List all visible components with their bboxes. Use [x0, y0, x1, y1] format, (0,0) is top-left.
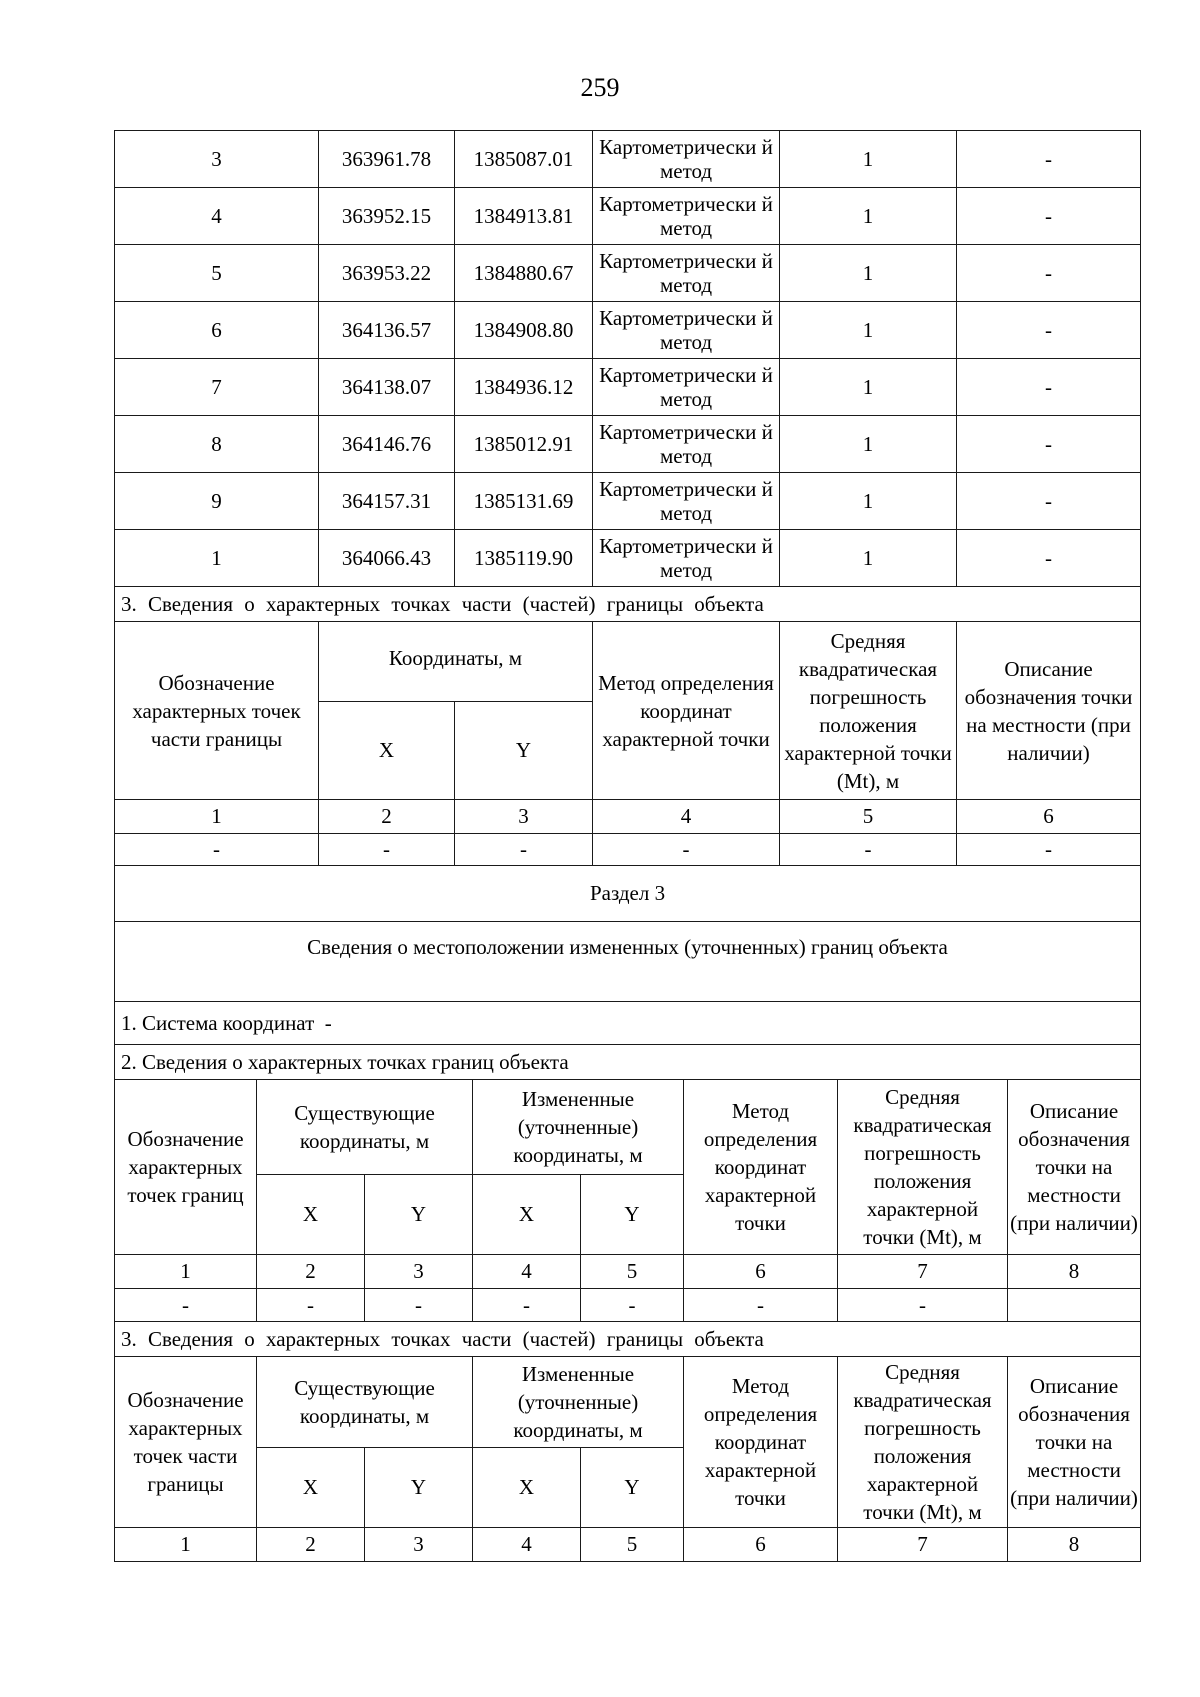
cell-method: Картометрически й метод [593, 131, 780, 188]
cell-desc: - [957, 302, 1141, 359]
header-point: Обозначение характерных точек границ [115, 1080, 257, 1255]
header-mt: Средняя квадратическая погрешность положения характерной точки (Mt), м [838, 1357, 1008, 1528]
header-x: X [319, 702, 455, 800]
column-number: 2 [257, 1255, 365, 1289]
parts-empty-row [115, 834, 1141, 866]
empty-cell: - [115, 834, 319, 866]
cell-y: 1384936.12 [455, 359, 593, 416]
parts-header-row [115, 622, 1141, 702]
cell-y: 1385119.90 [455, 530, 593, 587]
points-caption: 2. Сведения о характерных точках границ объекта [115, 1045, 1141, 1080]
parts-numbers-row [115, 800, 1141, 834]
cell-desc: - [957, 131, 1141, 188]
cell-desc: - [957, 416, 1141, 473]
header-x: X [257, 1175, 365, 1255]
header-y: Y [581, 1448, 684, 1528]
cell-point: 3 [115, 131, 319, 188]
column-number: 1 [115, 800, 319, 834]
cell-point: 8 [115, 416, 319, 473]
coordinate-row [115, 245, 1141, 302]
cell-method: Картометрически й метод [593, 188, 780, 245]
cell-point: 7 [115, 359, 319, 416]
column-number: 4 [593, 800, 780, 834]
cell-y: 1385131.69 [455, 473, 593, 530]
header-point: Обозначение характерных точек части границы [115, 1357, 257, 1528]
empty-cell: - [838, 1289, 1008, 1322]
cell-desc: - [957, 245, 1141, 302]
empty-cell: - [455, 834, 593, 866]
coordinates-rows [115, 131, 1141, 866]
header-x: X [473, 1175, 581, 1255]
coordinate-row [115, 359, 1141, 416]
coordinate-row [115, 416, 1141, 473]
cell-y: 1385087.01 [455, 131, 593, 188]
header-desc: Описание обозначения точки на местности (при наличии) [957, 622, 1141, 800]
parts-numbers-row [115, 1528, 1141, 1562]
cell-method: Картометрически й метод [593, 359, 780, 416]
cell-mt: 1 [780, 359, 957, 416]
empty-cell: - [257, 1289, 365, 1322]
column-number: 6 [684, 1255, 838, 1289]
column-number: 5 [581, 1255, 684, 1289]
header-method: Метод определения координат характерной точки [684, 1357, 838, 1528]
cell-mt: 1 [780, 416, 957, 473]
section-subtitle-row [115, 922, 1141, 1002]
section-title: Раздел 3 [115, 866, 1141, 922]
section3-table [114, 865, 1141, 1562]
header-point: Обозначение характерных точек части границы [115, 622, 319, 800]
empty-cell: - [365, 1289, 473, 1322]
column-number: 2 [319, 800, 455, 834]
cell-desc: - [957, 359, 1141, 416]
cell-x: 363953.22 [319, 245, 455, 302]
column-number: 6 [684, 1528, 838, 1562]
parts-caption: 3. Сведения о характерных точках части (частей) границы объекта [115, 1322, 1141, 1357]
header-y: Y [581, 1175, 684, 1255]
cell-method: Картометрически й метод [593, 302, 780, 359]
cell-mt: 1 [780, 530, 957, 587]
cell-mt: 1 [780, 245, 957, 302]
header-coords: Координаты, м [319, 622, 593, 702]
column-number: 3 [365, 1528, 473, 1562]
cell-point: 9 [115, 473, 319, 530]
column-number: 5 [780, 800, 957, 834]
parts-caption-row [115, 1322, 1141, 1357]
coordinate-row [115, 530, 1141, 587]
header-mt: Средняя квадратическая погрешность положения характерной точки (Mt), м [780, 622, 957, 800]
column-number: 3 [365, 1255, 473, 1289]
empty-cell: - [593, 834, 780, 866]
cell-desc: - [957, 473, 1141, 530]
column-number: 6 [957, 800, 1141, 834]
cell-method: Картометрически й метод [593, 416, 780, 473]
empty-cell: - [473, 1289, 581, 1322]
column-number: 4 [473, 1255, 581, 1289]
header-y: Y [365, 1175, 473, 1255]
cell-point: 6 [115, 302, 319, 359]
section-title-row [115, 866, 1141, 922]
empty-cell: - [780, 834, 957, 866]
header-existing: Существующие координаты, м [257, 1357, 473, 1448]
coordinate-row [115, 188, 1141, 245]
cell-x: 364138.07 [319, 359, 455, 416]
cell-x: 364157.31 [319, 473, 455, 530]
cell-desc: - [957, 188, 1141, 245]
cell-mt: 1 [780, 131, 957, 188]
header-method: Метод определения координат характерной точки [684, 1080, 838, 1255]
parts-header-row [115, 1357, 1141, 1448]
coordinate-row [115, 131, 1141, 188]
column-number: 8 [1008, 1255, 1141, 1289]
header-method: Метод определения координат характерной точки [593, 622, 780, 800]
column-number: 1 [115, 1255, 257, 1289]
points-numbers-row [115, 1255, 1141, 1289]
cell-mt: 1 [780, 473, 957, 530]
header-y: Y [365, 1448, 473, 1528]
header-y: Y [455, 702, 593, 800]
cell-desc: - [957, 530, 1141, 587]
column-number: 5 [581, 1528, 684, 1562]
cell-mt: 1 [780, 302, 957, 359]
column-number: 7 [838, 1255, 1008, 1289]
section-subtitle: Сведения о местоположении измененных (уточненных) границ объекта [115, 922, 1141, 1002]
cell-x: 363952.15 [319, 188, 455, 245]
points-caption-row [115, 1045, 1141, 1080]
cell-y: 1384913.81 [455, 188, 593, 245]
column-number: 7 [838, 1528, 1008, 1562]
points-empty-row [115, 1289, 1141, 1322]
cell-x: 364066.43 [319, 530, 455, 587]
empty-cell: - [319, 834, 455, 866]
header-x: X [473, 1448, 581, 1528]
parts-caption: 3. Сведения о характерных точках части (частей) границы объекта [115, 587, 1141, 622]
coord-system-row [115, 1002, 1141, 1045]
empty-cell: - [581, 1289, 684, 1322]
cell-point: 5 [115, 245, 319, 302]
cell-y: 1384880.67 [455, 245, 593, 302]
header-mt: Средняя квадратическая погрешность положения характерной точки (Mt), м [838, 1080, 1008, 1255]
header-desc: Описание обозначения точки на местности (при наличии) [1008, 1357, 1141, 1528]
empty-cell: - [684, 1289, 838, 1322]
header-x: X [257, 1448, 365, 1528]
empty-cell: - [957, 834, 1141, 866]
coordinate-row [115, 473, 1141, 530]
column-number: 8 [1008, 1528, 1141, 1562]
column-number: 2 [257, 1528, 365, 1562]
column-number: 1 [115, 1528, 257, 1562]
empty-cell: - [115, 1289, 257, 1322]
points-header-row [115, 1080, 1141, 1175]
cell-x: 363961.78 [319, 131, 455, 188]
cell-mt: 1 [780, 188, 957, 245]
cell-method: Картометрически й метод [593, 473, 780, 530]
coord-system: 1. Система координат - [115, 1002, 1141, 1045]
page-number: 259 [580, 73, 620, 102]
cell-point: 1 [115, 530, 319, 587]
column-number: 3 [455, 800, 593, 834]
header-existing: Существующие координаты, м [257, 1080, 473, 1175]
section2-table [114, 130, 1141, 866]
cell-y: 1384908.80 [455, 302, 593, 359]
coordinate-row [115, 302, 1141, 359]
header-desc: Описание обозначения точки на местности (при наличии) [1008, 1080, 1141, 1255]
header-changed: Измененные (уточненные) координаты, м [473, 1080, 684, 1175]
column-number: 4 [473, 1528, 581, 1562]
cell-x: 364136.57 [319, 302, 455, 359]
empty-cell [1008, 1289, 1141, 1322]
cell-point: 4 [115, 188, 319, 245]
parts-caption-row [115, 587, 1141, 622]
cell-method: Картометрически й метод [593, 530, 780, 587]
cell-y: 1385012.91 [455, 416, 593, 473]
cell-x: 364146.76 [319, 416, 455, 473]
cell-method: Картометрически й метод [593, 245, 780, 302]
header-changed: Измененные (уточненные) координаты, м [473, 1357, 684, 1448]
